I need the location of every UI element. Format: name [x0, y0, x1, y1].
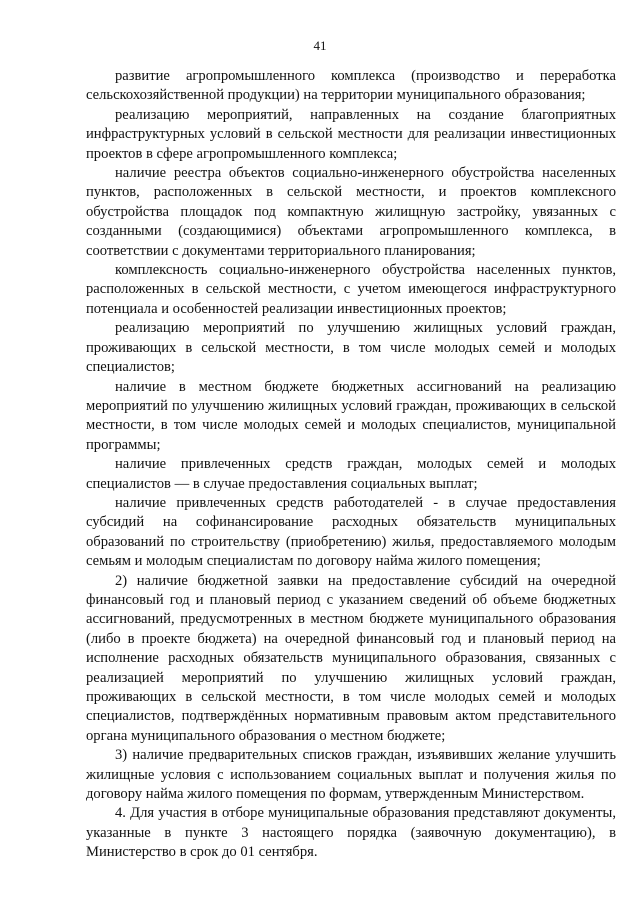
paragraph-registry: наличие реестра объектов социально-инженерного обустройства населенных пунктов, расположенных в сельской местности, и проектов комплексного обустройства площадок под компактную жилищную застройку, увязанных с созданными (создающимися) объектами агропромышленного комплекса, в соответствии с документами территориального планирования;	[86, 165, 616, 259]
page-number: 41	[313, 38, 327, 53]
paragraph-complexity: комплексность социально-инженерного обустройства населенных пунктов, расположенных в сельской местности, с учетом имеющегося инфраструктурного потенциала и особенностей реализации инвестиционных проектов;	[86, 262, 616, 317]
document-body	[86, 67, 616, 863]
paragraph-employer-funds: наличие привлеченных средств работодателей - в случае предоставления субсидий на софинансирование расходных обязательств муниципальных образований по строительству (приобретению) жилья, предоставляемого молодым семьям и молодым специалистам по договору найма жилого помещения;	[86, 494, 616, 570]
paragraph-budget-allocations: наличие в местном бюджете бюджетных ассигнований на реализацию мероприятий по улучшению жилищных условий граждан, проживающих в сельской местности, в том числе молодых семей и молодых специалистов, муниципальной программы;	[86, 378, 616, 453]
paragraph-agro-development: развитие агропромышленного комплекса (производство и переработка сельскохозяйственной продукции) на территории муниципального образования;	[86, 68, 616, 104]
paragraph-housing-measures: реализацию мероприятий по улучшению жилищных условий граждан, проживающих в сельской местности, в том числе молодых семей и молодых специалистов;	[86, 320, 616, 376]
paragraph-infrastructure: реализацию мероприятий, направленных на создание благоприятных инфраструктурных условий в сельской местности для реализации инвестиционных проектов в сфере агропромышленного комплекса;	[86, 106, 616, 162]
paragraph-selection-deadline: 4. Для участия в отборе муниципальные образования представляют документы, указанные в пункте 3 настоящего порядка (заявочную документацию), в Министерство в срок до 01 сентября.	[86, 805, 616, 861]
paragraph-citizen-funds: наличие привлеченных средств граждан, молодых семей и молодых специалистов — в случае предоставления социальных выплат;	[86, 456, 616, 492]
paragraph-budget-request: 2) наличие бюджетной заявки на предоставление субсидий на очередной финансовый год и плановый период с указанием сведений об объеме бюджетных ассигнований, предусмотренных в местном бюджете муниципального образования (либо в проекте бюджета) на очередной финансовый год и плановый период на исполнение расходных обязательств муниципального образования, связанных с реализацией мероприятий по улучшению жилищных условий граждан, проживающих в сельской местности, в том числе молодых семей и молодых специалистов, подтверждённых нормативным правовым актом представительного органа муниципального образования о местном бюджете;	[86, 572, 616, 744]
paragraph-preliminary-lists: 3) наличие предварительных списков граждан, изъявивших желание улучшить жилищные условия с использованием социальных выплат и получения жилья по договору найма жилого помещения по формам, утвержденным Министерством.	[86, 747, 616, 803]
